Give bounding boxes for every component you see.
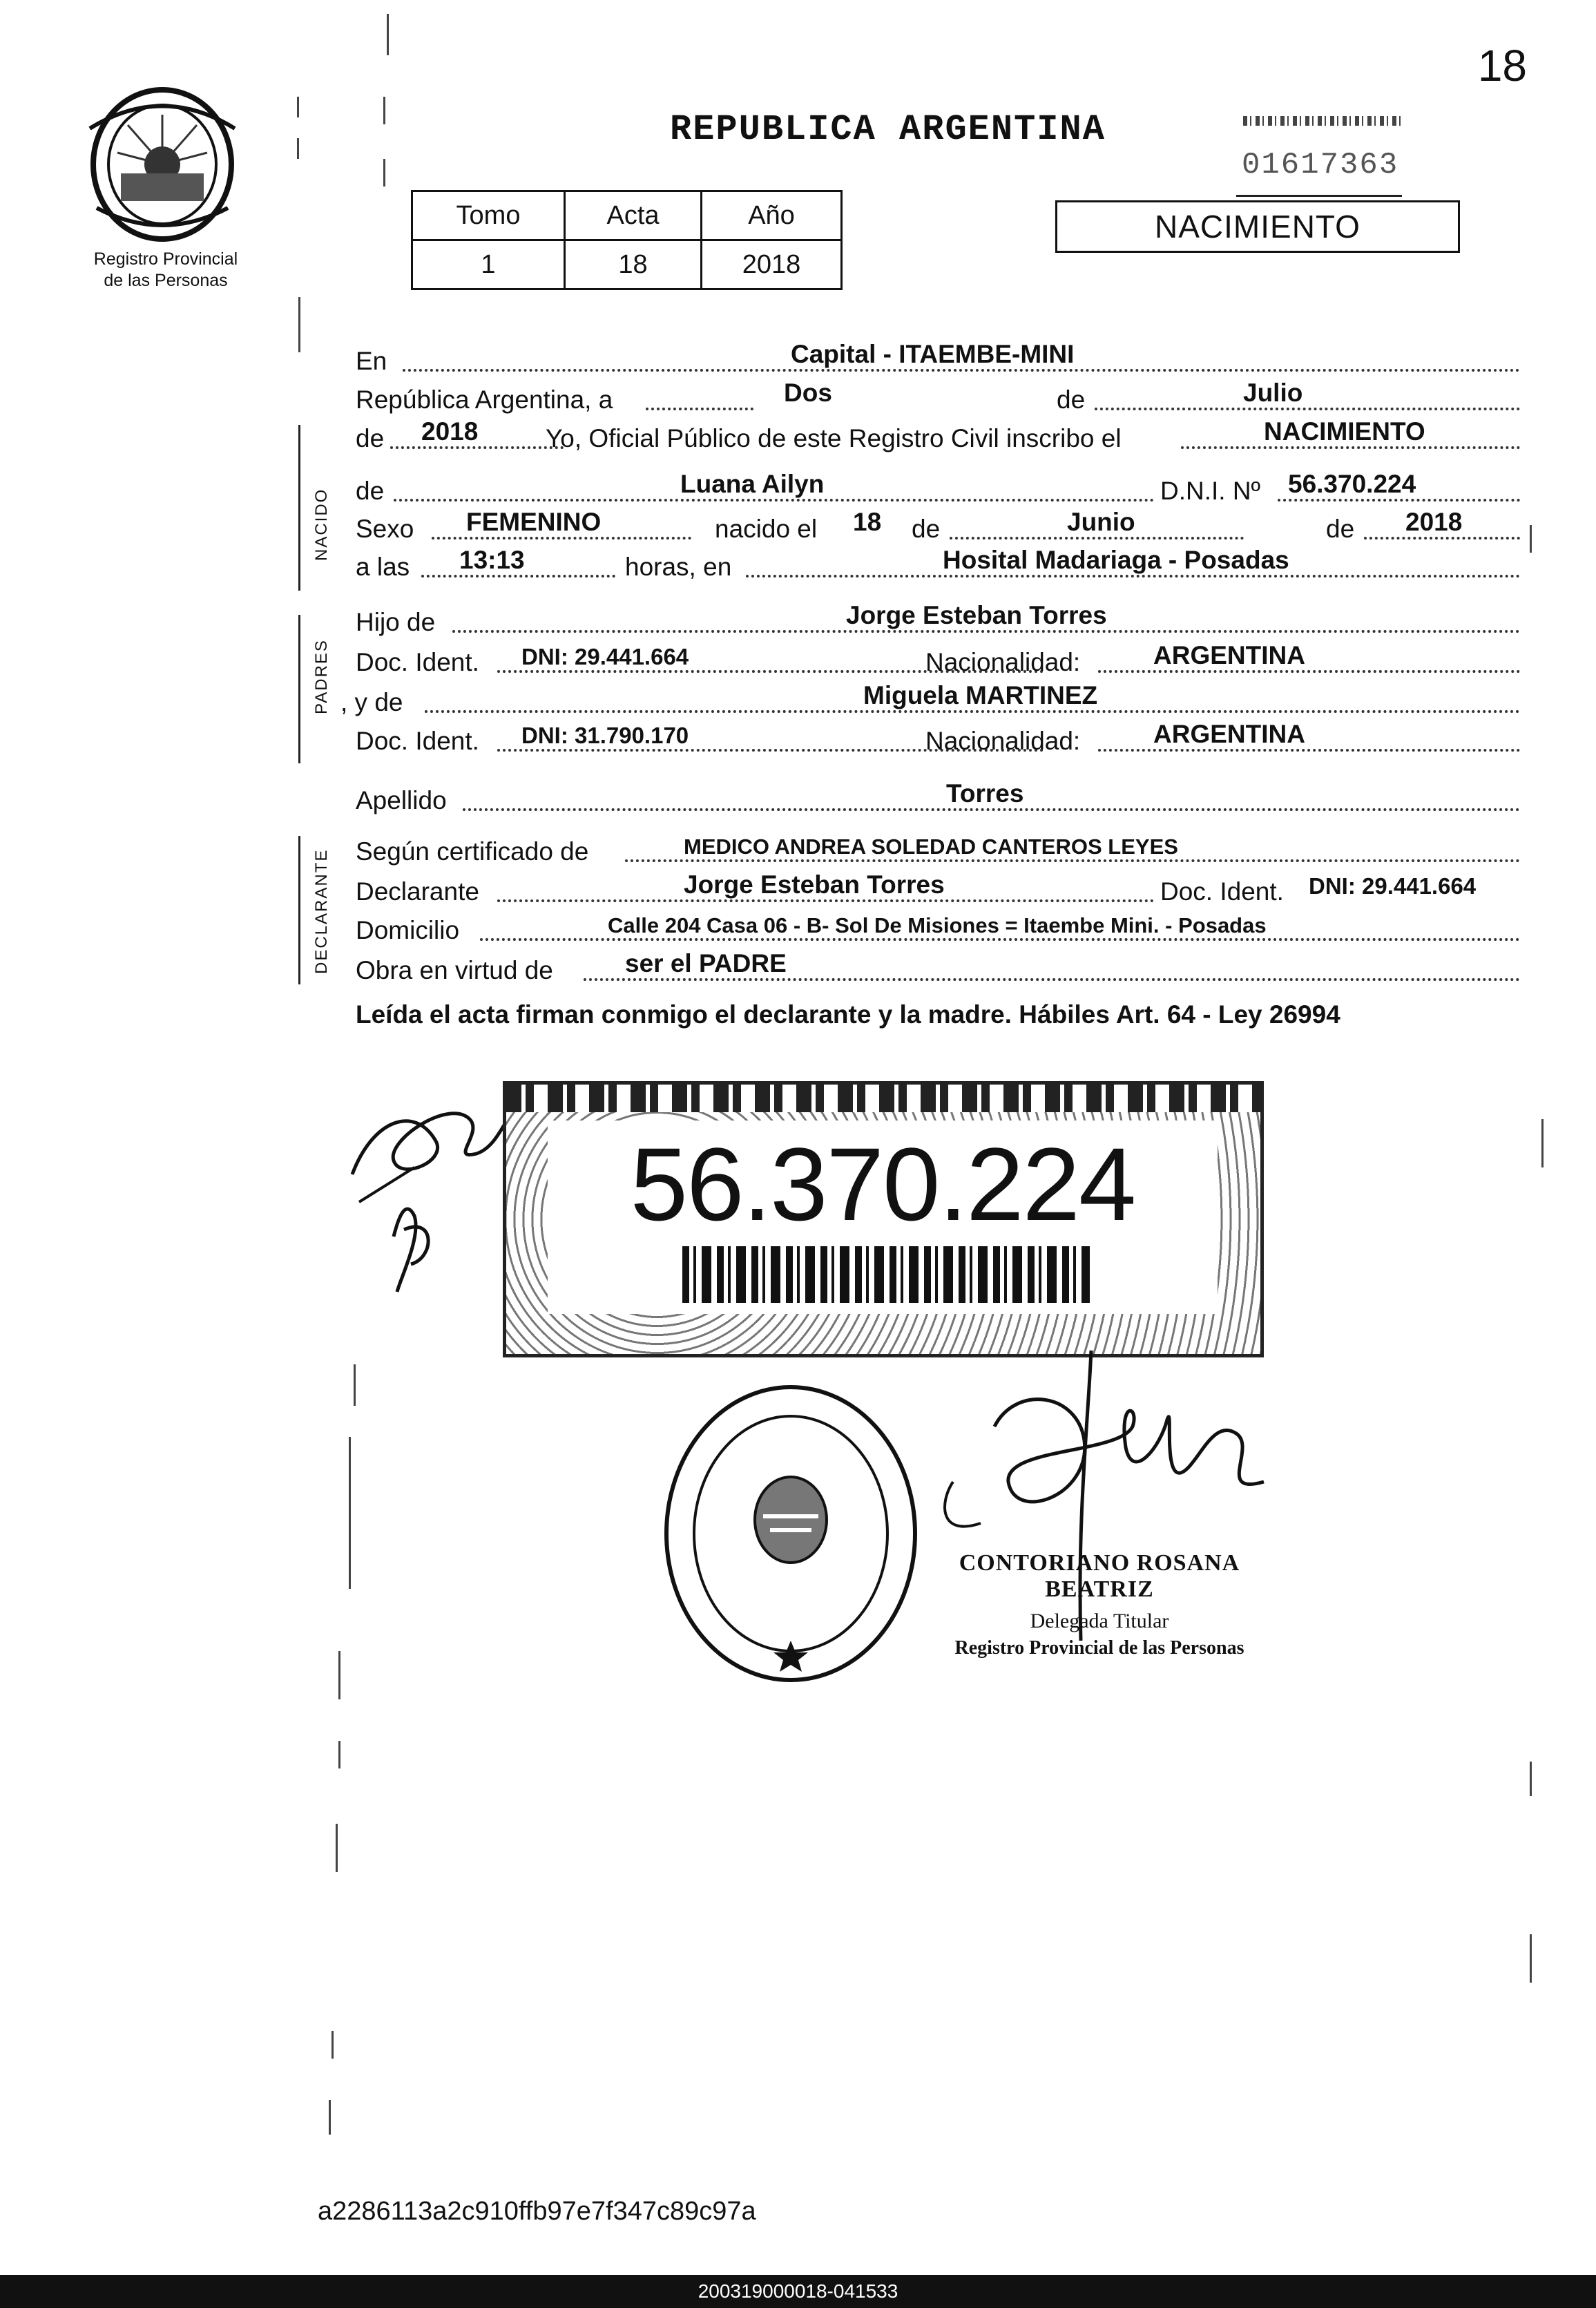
margin-tick (383, 159, 385, 187)
row-lugar: En Capital - ITAEMBE-MINI (356, 340, 1520, 379)
row-domicilio: Domicilio Calle 204 Casa 06 - B- Sol De Misiones = Itaembe Mini. - Posadas (356, 909, 1520, 948)
value-hora: 13:13 (459, 546, 525, 574)
value-declarante: Jorge Esteban Torres (684, 870, 945, 899)
closing-note: Leída el acta firman conmigo el declarante y la madre. Hábiles Art. 64 - Ley 26994 (356, 1000, 1340, 1029)
value-lugar: Capital - ITAEMBE-MINI (791, 340, 1075, 368)
header-ano: Año (702, 191, 842, 240)
value-madre: Miguela MARTINEZ (863, 681, 1098, 709)
row-padre-doc: Doc. Ident. DNI: 29.441.664 Nacionalidad: ARGENTINA (356, 641, 1520, 680)
document-type: NACIMIENTO (1055, 200, 1460, 253)
section-bar (298, 615, 300, 763)
value-nombre: Luana Ailyn (680, 470, 825, 498)
value-dia-nacimiento: 18 (853, 508, 882, 536)
delegation-seal (660, 1382, 922, 1686)
label-declarante: DECLARANTE (312, 848, 331, 974)
margin-tick (1530, 1934, 1532, 1983)
margin-tick (336, 1824, 338, 1872)
official-block (913, 1550, 1286, 1659)
country-title: REPUBLICA ARGENTINA (670, 109, 1106, 150)
official-name: CONTORIANO ROSANA BEATRIZ (959, 1550, 1240, 1602)
value-padre-doc: DNI: 29.441.664 (521, 644, 689, 669)
official-title: Delegada Titular (1030, 1610, 1169, 1632)
dni-sticker (503, 1081, 1264, 1357)
section-bar (298, 836, 300, 984)
label-padres: PADRES (312, 639, 331, 714)
margin-tick (338, 1741, 340, 1768)
value-tomo: 1 (412, 240, 565, 289)
row-obra-en-virtud: Obra en virtud de ser el PADRE (356, 949, 1520, 988)
value-tipo: NACIMIENTO (1264, 417, 1425, 446)
margin-tick (338, 1651, 340, 1699)
margin-tick (1530, 525, 1532, 553)
value-domicilio: Calle 204 Casa 06 - B- Sol De Misiones = Itaembe Mini. - Posadas (608, 913, 1267, 937)
margin-tick (331, 2031, 334, 2059)
margin-tick (349, 1437, 351, 1589)
footer-code: 200319000018-041533 (0, 2275, 1596, 2308)
margin-tick (1530, 1762, 1532, 1796)
row-sexo: Sexo FEMENINO nacido el 18 de Junio de 2018 (356, 508, 1520, 546)
divider (1236, 195, 1402, 197)
value-madre-doc: DNI: 31.790.170 (521, 723, 689, 748)
value-ano-inscripcion: 2018 (421, 417, 479, 446)
margin-tick (387, 14, 389, 55)
value-sexo: FEMENINO (466, 508, 602, 536)
row-inscripcion: de 2018 Yo, Oficial Público de este Registro Civil inscribo el NACIMIENTO (356, 417, 1520, 456)
page-number: 18 (1477, 41, 1527, 90)
value-dni: 56.370.224 (1288, 470, 1416, 498)
row-nombre: de Luana Ailyn D.N.I. Nº 56.370.224 (356, 470, 1520, 508)
value-declarante-doc: DNI: 29.441.664 (1309, 873, 1477, 899)
row-declarante: Declarante Jorge Esteban Torres Doc. Ident. DNI: 29.441.664 (356, 870, 1477, 906)
margin-tick (354, 1364, 356, 1406)
header-acta: Acta (565, 191, 702, 240)
serial-barcode (1243, 116, 1402, 126)
record-table (411, 190, 843, 290)
official-org: Registro Provincial de las Personas (954, 1637, 1244, 1659)
sticker-dni-number: 56.370.224 (630, 1126, 1135, 1242)
value-padre: Jorge Esteban Torres (846, 601, 1107, 629)
value-ano-nacimiento: 2018 (1405, 508, 1463, 536)
row-apellido: Apellido Torres (356, 779, 1520, 818)
margin-tick (297, 138, 299, 159)
registry-name: Registro Provincial de las Personas (93, 249, 238, 290)
value-dia-inscripcion: Dos (784, 379, 832, 407)
row-madre: , y de Miguela MARTINEZ (356, 681, 1520, 720)
margin-tick (297, 97, 299, 117)
margin-tick (383, 97, 385, 124)
sticker-pattern (506, 1085, 1260, 1112)
registry-logo (76, 87, 249, 250)
sticker-panel (548, 1120, 1218, 1314)
document-hash: a2286113a2c910ffb97e7f347c89c97a (318, 2197, 756, 2226)
margin-tick (1541, 1119, 1544, 1167)
row-padre: Hijo de Jorge Esteban Torres (356, 601, 1520, 640)
header-tomo: Tomo (412, 191, 565, 240)
value-certificado: MEDICO ANDREA SOLEDAD CANTEROS LEYES (684, 834, 1178, 859)
row-fecha-inscripcion: República Argentina, a Dos de Julio (356, 379, 1520, 417)
margin-tick (329, 2100, 331, 2135)
value-mes-nacimiento: Junio (1067, 508, 1135, 536)
value-mes-inscripcion: Julio (1243, 379, 1303, 407)
value-madre-nacionalidad: ARGENTINA (1153, 720, 1305, 748)
label-nacido: NACIDO (312, 488, 331, 561)
sticker-barcode (682, 1246, 1090, 1303)
margin-tick (298, 297, 300, 352)
section-bar (298, 425, 300, 591)
value-apellido: Torres (946, 779, 1024, 808)
value-obra-en-virtud: ser el PADRE (625, 949, 787, 977)
serial-number: 01617363 (1242, 148, 1399, 182)
value-lugar-nacimiento: Hosital Madariaga - Posadas (943, 546, 1289, 574)
value-acta: 18 (565, 240, 702, 289)
row-certificado: Según certificado de MEDICO ANDREA SOLEDAD CANTEROS LEYES (356, 830, 1520, 869)
value-padre-nacionalidad: ARGENTINA (1153, 641, 1305, 669)
row-hora: a las 13:13 horas, en Hosital Madariaga - Posadas (356, 546, 1520, 584)
value-ano: 2018 (702, 240, 842, 289)
row-madre-doc: Doc. Ident. DNI: 31.790.170 Nacionalidad: ARGENTINA (356, 720, 1520, 759)
